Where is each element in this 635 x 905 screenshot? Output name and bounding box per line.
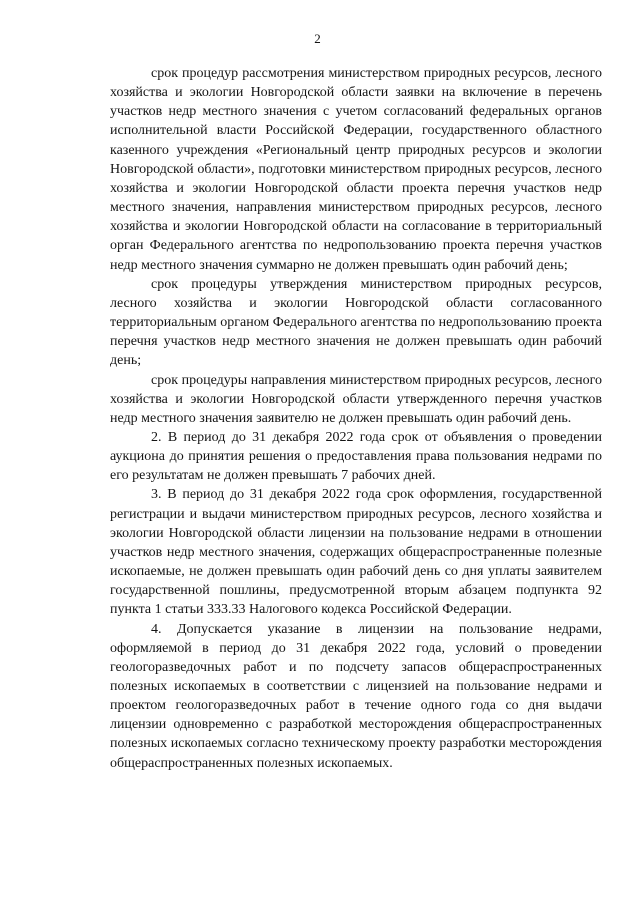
paragraph-review-deadline: срок процедур рассмотрения министерством природных ресурсов, лесного хозяйства и экологии Новгородской области заявки на включение в перечень участков недр местного значения с учетом согласований федеральных органов исполнительной власти Российской Федерации, государственного областного казенного учреждения «Региональный центр природных ресурсов и экологии Новгородской области», подготовки министерством природных ресурсов, лесного хозяйства и экологии Новгородской области проекта перечня участков недр местного значения, направления министерством природных ресурсов, лесного хозяйства и экологии Новгородской области на согласование в территориальный орган Федерального агентства по недропользованию проекта перечня участков недр местного значения суммарно не должен превышать один рабочий день; bbox=[110, 66, 602, 273]
paragraph-item-3: 3. В период до 31 декабря 2022 года срок оформления, государственной регистрации и выдачи министерством природных ресурсов, лесного хозяйства и экологии Новгородской области лицензии на пользование недрами в отношении участков недр местного значения, содержащих общераспространенные полезные ископаемые, не должен превышать один рабочий день со дня уплаты заявителем государственной пошлины, предусмотренной вторым абзацем подпункта 92 пункта 1 статьи 333.33 Налогового кодекса Российской Федерации. bbox=[110, 487, 602, 618]
paragraph-sending-deadline: срок процедуры направления министерством природных ресурсов, лесного хозяйства и экологии Новгородской области утвержденного перечня участков недр местного значения заявителю не должен превышать один рабочий день. bbox=[110, 372, 602, 426]
paragraph-approval-deadline: срок процедуры утверждения министерством природных ресурсов, лесного хозяйства и экологии Новгородской области согласованного территориальным органом Федерального агентства по недропользованию проекта перечня участков недр местного значения не должен превышать один рабочий день; bbox=[110, 276, 602, 369]
paragraph-item-4: 4. Допускается указание в лицензии на пользование недрами, оформляемой в период до 31 декабря 2022 года, условий о проведении геологоразведочных работ и по подсчету запасов общераспространенных полезных ископаемых в соответствии с лицензией на пользование недрами и проектом геологоразведочных работ в течение одного года со дня выдачи лицензии одновременно с разработкой месторождения общераспространенных полезных ископаемых согласно техническому проекту разработки месторождения общераспространенных полезных ископаемых. bbox=[110, 621, 602, 771]
document-body bbox=[110, 64, 602, 773]
page-number: 2 bbox=[314, 31, 321, 46]
paragraph-item-2: 2. В период до 31 декабря 2022 года срок от объявления о проведении аукциона до принятия решения о предоставления права пользования недрами по его результатам не должен превышать 7 рабочих дней. bbox=[110, 429, 602, 484]
